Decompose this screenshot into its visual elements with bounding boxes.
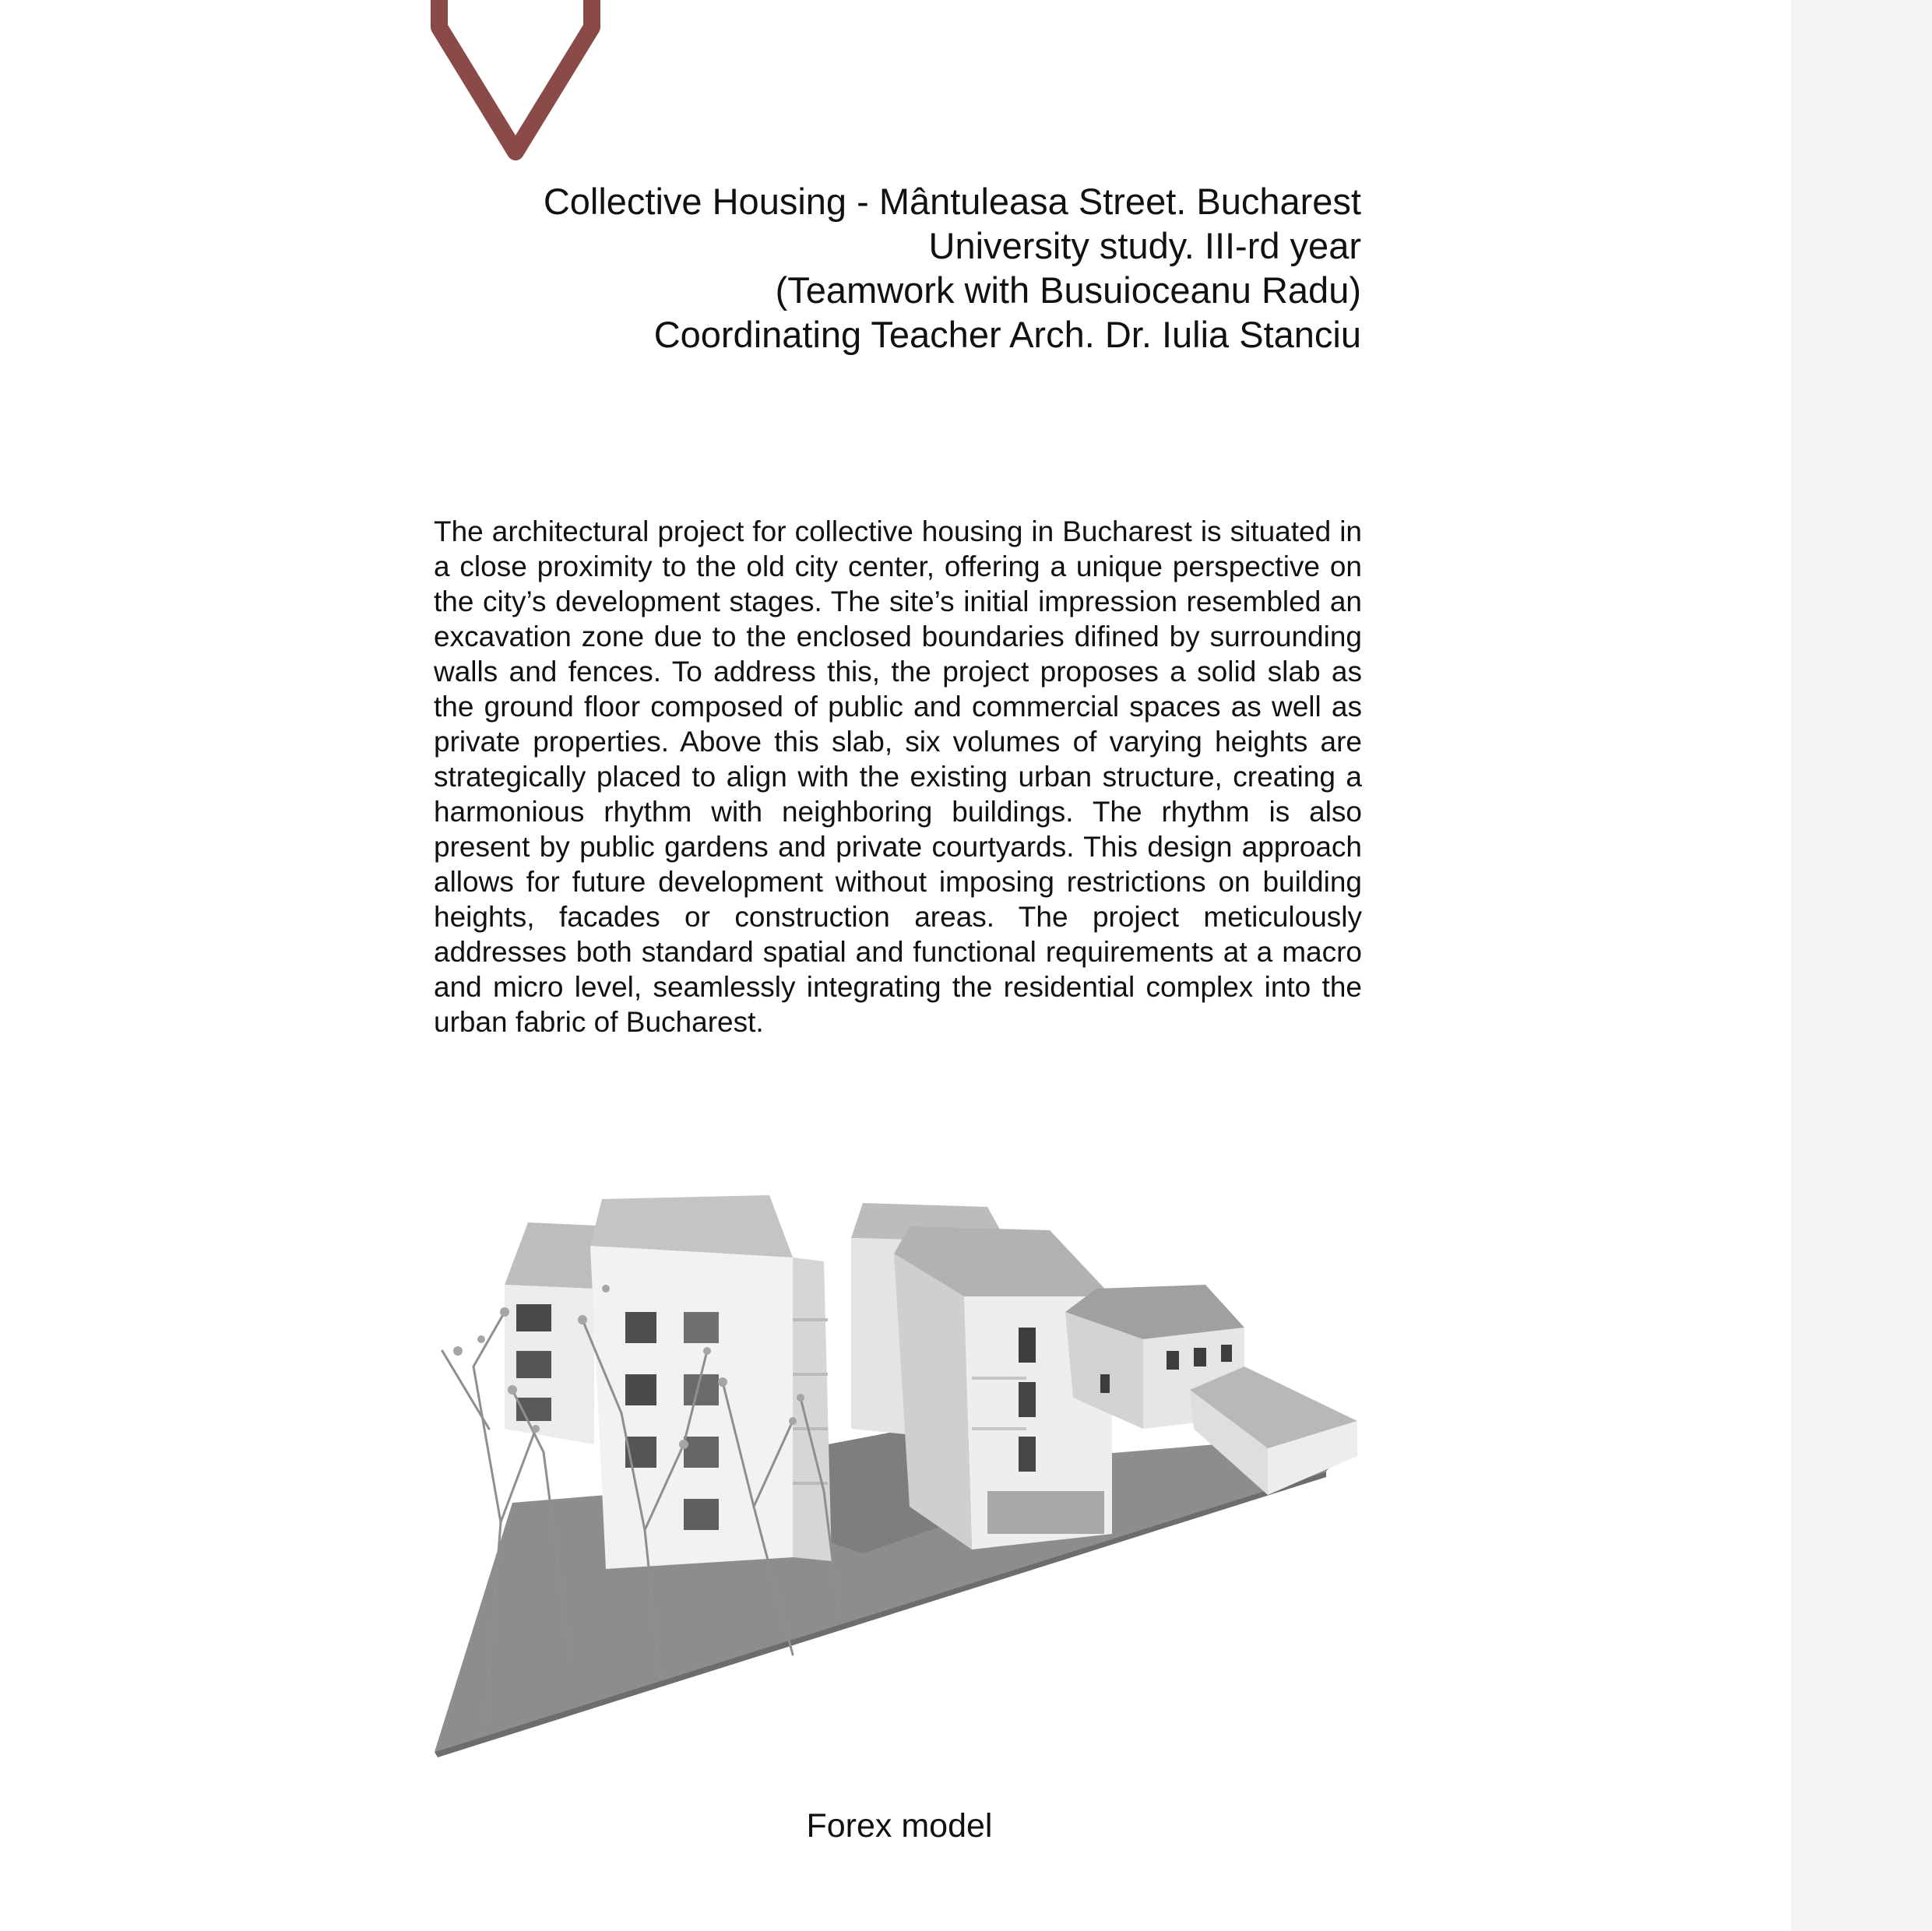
project-team: (Teamwork with Busuioceanu Radu): [775, 269, 1361, 311]
project-study: University study. III-rd year: [928, 225, 1361, 266]
project-coordinator: Coordinating Teacher Arch. Dr. Iulia Stanciu: [653, 314, 1361, 355]
figure-caption: Forex model: [806, 1807, 993, 1845]
project-description: The architectural project for collective housing in Bucharest is situated in a close proximity to the old city center, offering a unique perspective on the city’s development stages. The site’s initial impression resembled an excavation zone due to the enclosed boundaries difined by surrounding walls and fences. To address this, the project proposes a solid slab as the ground floor composed of public and commercial spaces as well as private properties. Above this slab, six volumes of varying heights are strategically placed to align with the existing urban structure, creating a harmonious rhythm with neighboring buildings. The rhythm is also present by public gardens and private courtyards. This design approach allows for future development without imposing restrictions on building heights, facades or construction areas. The project meticulously addresses both standard spatial and functional requirements at a macro and micro level, seamlessly integrating the residential complex into the urban fabric of Bucharest.: [434, 515, 1362, 1038]
project-header: [436, 179, 1361, 357]
project-title: Collective Housing - Mântuleasa Street. Bucharest: [543, 181, 1361, 222]
side-strip: [1791, 0, 1932, 1931]
pin-outline-icon: [427, 0, 606, 167]
architectural-model-photo: [427, 1195, 1361, 1764]
